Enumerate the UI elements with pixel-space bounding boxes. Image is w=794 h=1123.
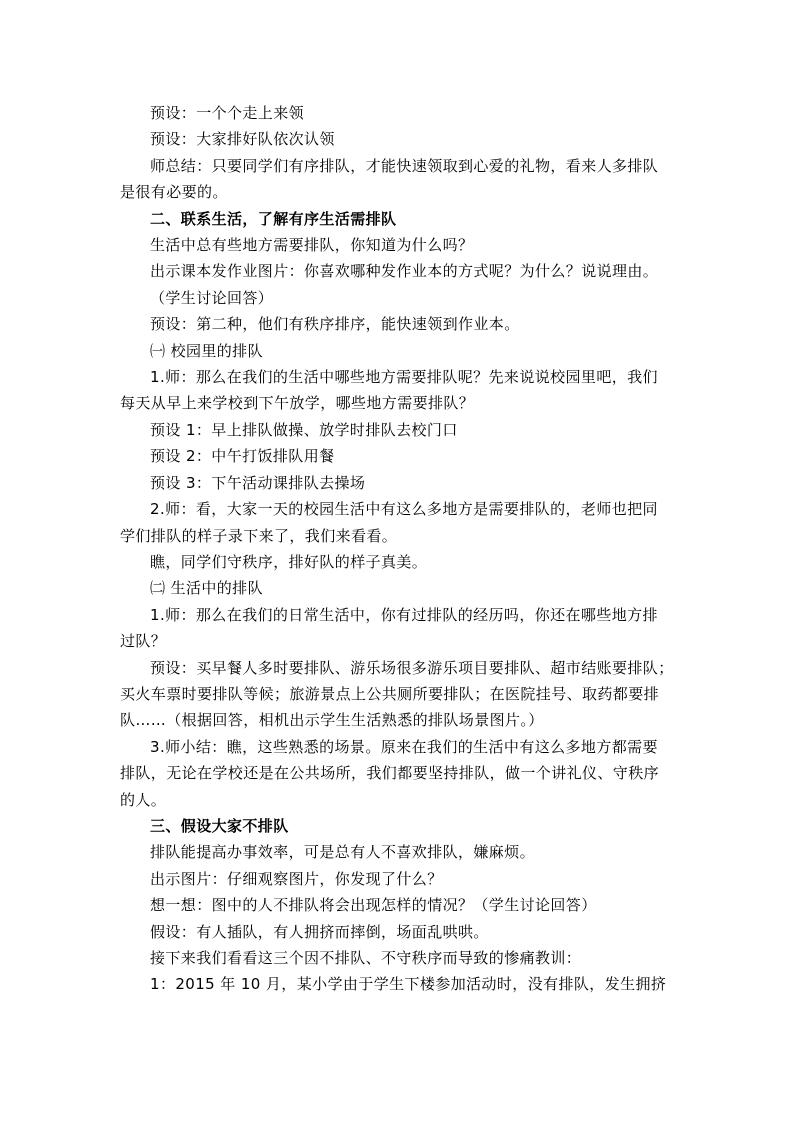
text-line: 队……（根据回答，相机出示学生生活熟悉的排队场景图片。）	[120, 711, 544, 730]
text-line: 预设 2：中午打饭排队用餐	[150, 447, 335, 466]
text-line: 假设：有人插队，有人拥挤而摔倒，场面乱哄哄。	[150, 922, 489, 941]
text-line: 预设 1：早上排队做操、放学时排队去校门口	[150, 420, 458, 439]
text-line: 排队能提高办事效率，可是总有人不喜欢排队，嫌麻烦。	[150, 843, 536, 862]
text-line: 想一想：图中的人不排队将会出现怎样的情况？（学生讨论回答）	[150, 896, 597, 915]
text-line: 预设：买早餐人多时要排队、游乐场很多游乐项目要排队、超市结账要排队；	[150, 658, 674, 677]
text-line: 瞧，同学们守秩序，排好队的样子真美。	[150, 552, 428, 571]
text-line: 出示图片：仔细观察图片，你发现了什么？	[150, 869, 443, 888]
section-heading: 二、联系生活，了解有序生活需排队	[150, 209, 397, 228]
subsection-heading: ㈡ 生活中的排队	[150, 579, 263, 598]
text-line: 师总结：只要同学们有序排队，才能快速领取到心爱的礼物，看来人多排队	[150, 156, 659, 175]
document-body	[120, 100, 680, 998]
text-line: 学们排队的样子录下来了，我们来看看。	[120, 526, 398, 545]
text-line: 排队，无论在学校还是在公共场所，我们都要坚持排队，做一个讲礼仪、守秩序	[120, 764, 660, 783]
text-line: 出示课本发作业图片：你喜欢哪种发作业本的方式呢？为什么？说说理由。	[150, 262, 659, 281]
text-line: 1：2015 年 10 月，某小学由于学生下楼参加活动时，没有排队，发生拥挤	[150, 975, 667, 994]
text-line: 预设：一个个走上来领	[150, 104, 305, 122]
text-line: 接下来我们看看这三个因不排队、不守秩序而导致的惨痛教训：	[150, 949, 582, 967]
text-line: （学生讨论回答）	[150, 288, 274, 307]
text-line: 2.师：看，大家一天的校园生活中有这么多地方是需要排队的，老师也把同	[150, 500, 658, 519]
text-line: 1.师：那么在我们的日常生活中，你有过排队的经历吗，你还在哪些地方排	[150, 605, 658, 624]
text-line: 预设 3：下午活动课排队去操场	[150, 473, 366, 492]
text-line: 1.师：那么在我们的生活中哪些地方需要排队呢？先来说说校园里吧，我们	[150, 368, 658, 387]
text-line: 预设：第二种，他们有秩序排序，能快速领到作业本。	[150, 315, 520, 334]
text-line: 生活中总有些地方需要排队，你知道为什么吗？	[150, 236, 474, 255]
text-line: 3.师小结：瞧，这些熟悉的场景。原来在我们的生活中有这么多地方都需要	[150, 737, 658, 756]
text-line: 的人。	[120, 790, 167, 809]
text-line: 过队？	[120, 632, 167, 651]
text-line: 买火车票时要排队等候；旅游景点上公共厕所要排队；在医院挂号、取药都要排	[120, 684, 660, 703]
text-line: 是很有必要的。	[120, 183, 228, 202]
section-heading: 三、假设大家不排队	[150, 816, 289, 835]
subsection-heading: ㈠ 校园里的排队	[150, 341, 263, 360]
text-line: 预设：大家排好队依次认领	[150, 130, 335, 149]
text-line: 每天从早上来学校到下午放学，哪些地方需要排队？	[120, 394, 475, 413]
